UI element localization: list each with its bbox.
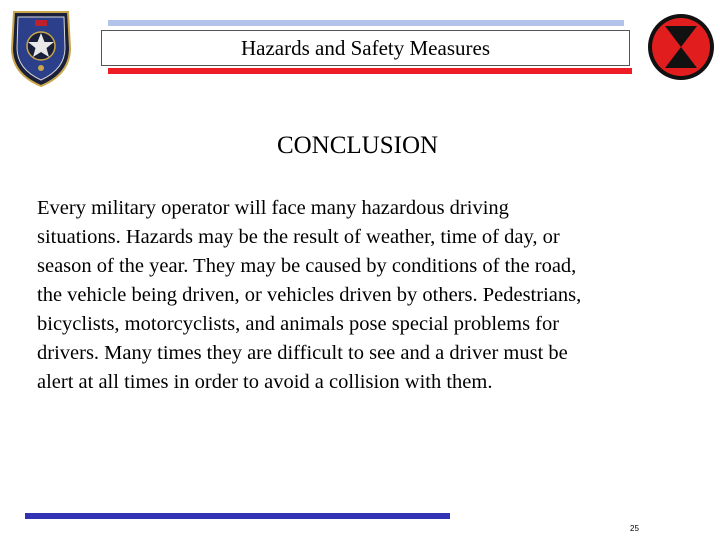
bottom-accent-bar xyxy=(25,513,450,519)
top-accent-bar xyxy=(108,20,624,26)
body-line: situations. Hazards may be the result of weather, time of day, or xyxy=(37,226,560,248)
body-line: alert at all times in order to avoid a collision with them. xyxy=(37,371,493,393)
body-line: season of the year. They may be caused by conditions of the road, xyxy=(37,255,577,277)
body-line: drivers. Many times they are difficult to see and a driver must be xyxy=(37,342,568,364)
slide-body-text xyxy=(37,194,707,397)
slide-heading: CONCLUSION xyxy=(276,132,439,159)
red-accent-bar xyxy=(108,68,632,74)
header-title: Hazards and Safety Measures xyxy=(241,35,490,60)
hourglass-patch-icon xyxy=(646,12,716,82)
unit-crest-icon xyxy=(8,8,74,88)
body-line: Every military operator will face many hazardous driving xyxy=(37,197,509,219)
body-line: the vehicle being driven, or vehicles driven by others. Pedestrians, xyxy=(37,284,582,306)
page-number: 25 xyxy=(630,524,639,533)
body-line: bicyclists, motorcyclists, and animals pose special problems for xyxy=(37,313,560,335)
header-title-box xyxy=(101,30,630,66)
